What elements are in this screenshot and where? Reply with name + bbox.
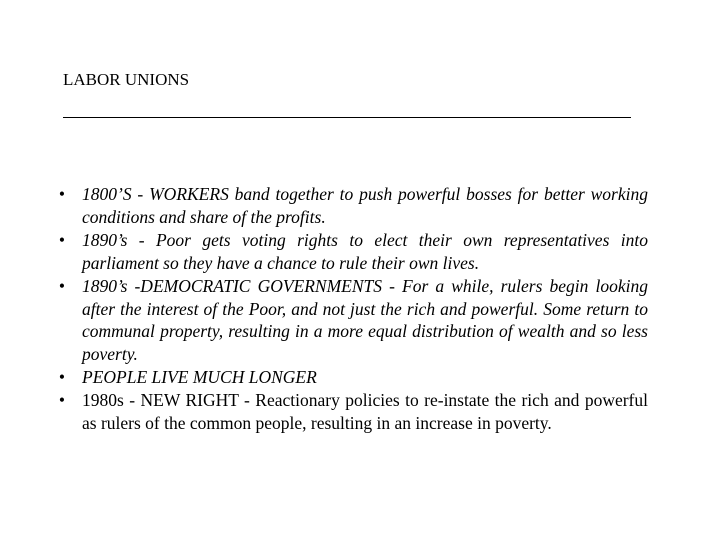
bullet-item — [52, 229, 648, 275]
bullet-icon: • — [58, 275, 66, 296]
bullet-icon: • — [58, 390, 66, 411]
slide-title: LABOR UNIONS — [63, 70, 190, 89]
bullet-text: 1800’S - WORKERS band together to push powerful bosses for better working conditions and share of the profits. — [82, 184, 648, 227]
bullet-text: PEOPLE LIVE MUCH LONGER — [82, 367, 317, 388]
bullet-text: 1890’s - Poor gets voting rights to elect their own representatives into parliament so they have a chance to rule their own lives. — [82, 229, 648, 273]
bullet-icon: • — [58, 367, 66, 388]
bullet-text: 1980s - NEW RIGHT - Reactionary policies to re-instate the rich and powerful as rulers of the common people, resulting in an increase in poverty. — [82, 390, 648, 434]
bullet-icon: • — [58, 184, 66, 204]
bullet-text: 1890’s -DEMOCRATIC GOVERNMENTS - For a while, rulers begin looking after the interest of the Poor, and not just the rich and powerful. Some return to communal property, resulting in a more equal distribution of wealth and so less poverty. — [82, 275, 648, 365]
bullet-item — [52, 389, 648, 435]
bullet-item — [52, 183, 648, 229]
bullet-item — [52, 275, 648, 367]
bullet-item — [52, 366, 648, 389]
bullet-icon: • — [58, 229, 66, 250]
bullet-list — [52, 183, 648, 435]
title-underline — [63, 117, 631, 118]
